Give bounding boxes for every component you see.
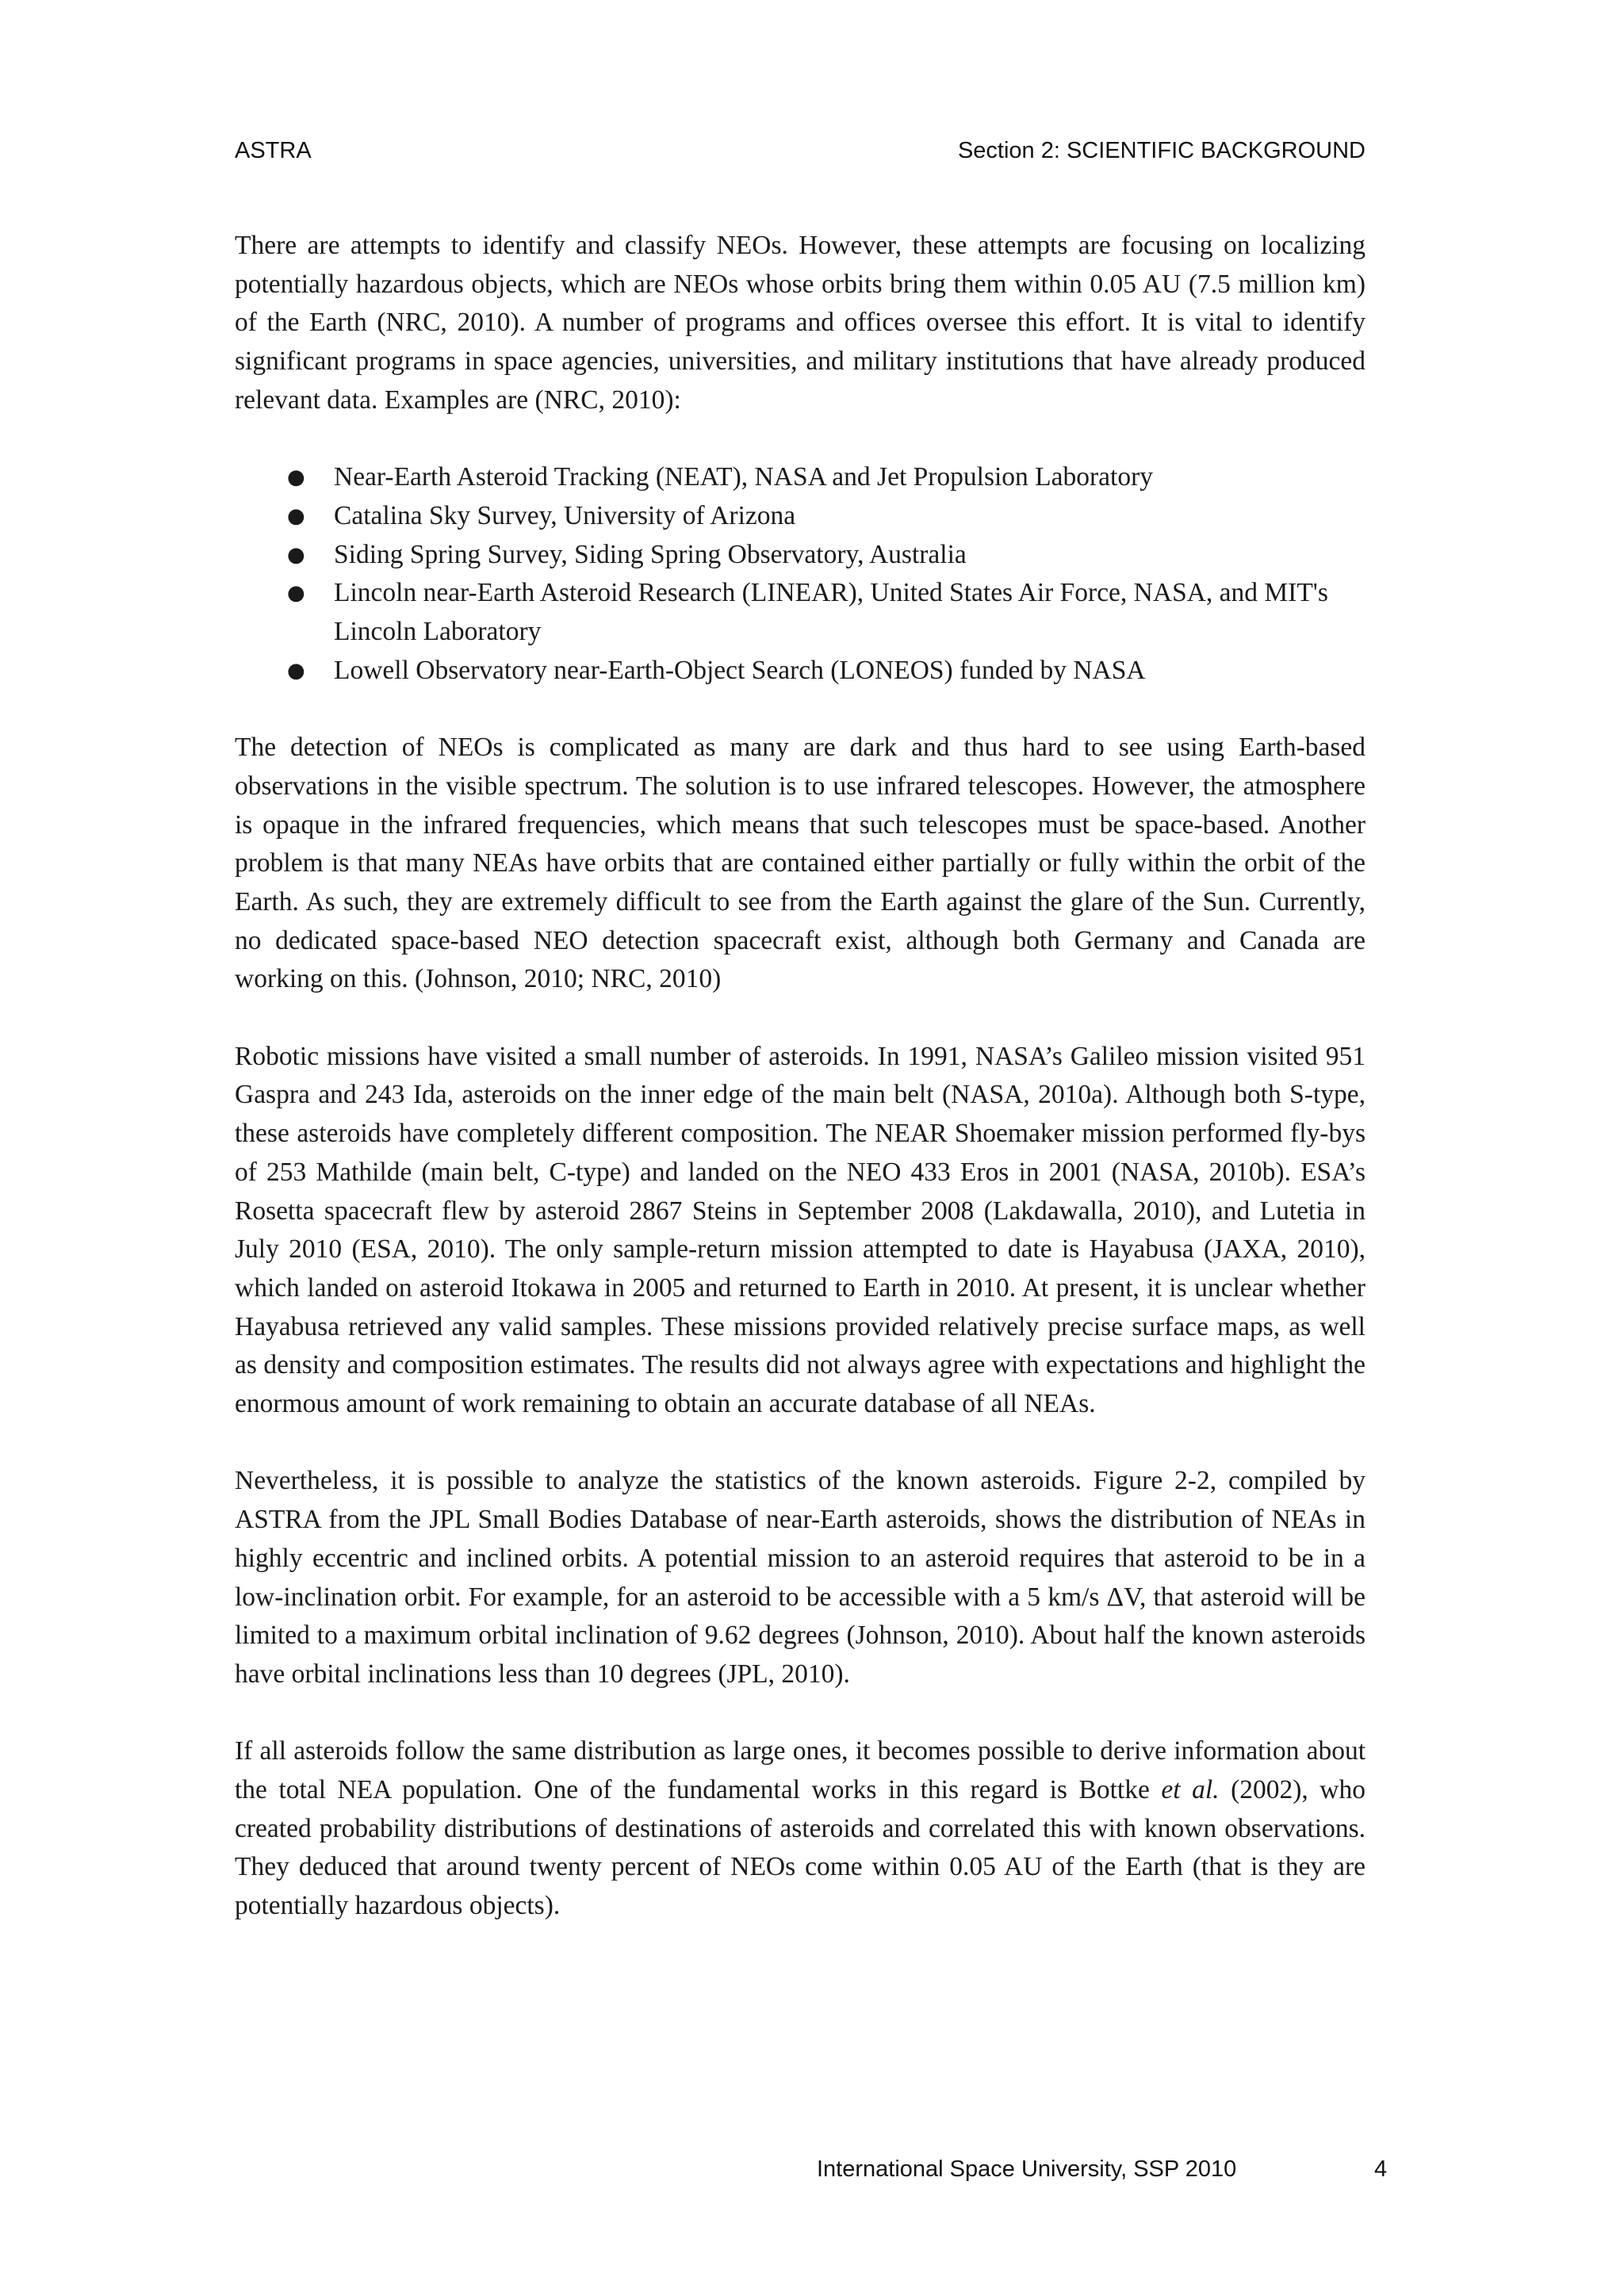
- bullet-icon: ●: [287, 465, 305, 490]
- bullet-icon: ●: [287, 658, 305, 683]
- list-item: [235, 536, 1365, 575]
- paragraph-nea-population: [235, 1732, 1365, 1926]
- header-doc-title: ASTRA: [235, 138, 312, 163]
- paragraph-neo-detection: The detection of NEOs is complicated as many are dark and thus hard to see using Earth-based observations in the visible spectrum. The solution is to use infrared telescopes. However, the atmosphere is opaque in the infrared frequencies, which means that such telescopes must be space-based. Another problem is that many NEAs have orbits that are contained either partially or fully within the orbit of the Earth. As such, they are extremely difficult to see from the Earth against the glare of the Sun. Currently, no dedicated space-based NEO detection spacecraft exist, although both Germany and Canada are working on this. (Johnson, 2010; NRC, 2010): [235, 733, 1365, 994]
- paragraph-neo-identification: There are attempts to identify and classify NEOs. However, these attempts are focusing on localizing potentially hazardous objects, which are NEOs whose orbits bring them within 0.05 AU (7.5 million km) of the Earth (NRC, 2010). A number of programs and offices oversee this effort. It is vital to identify significant programs in space agencies, universities, and military institutions that have already produced relevant data. Examples are (NRC, 2010):: [235, 231, 1365, 415]
- list-item-text: Near-Earth Asteroid Tracking (NEAT), NASA and Jet Propulsion Laboratory: [334, 462, 1154, 492]
- programs-list: [235, 458, 1365, 690]
- bullet-icon: ●: [287, 542, 305, 567]
- body-content: [235, 227, 1365, 1965]
- list-item: [235, 458, 1365, 497]
- paragraph-text-italic: et al.: [1161, 1775, 1220, 1805]
- header-section-title: Section 2: SCIENTIFIC BACKGROUND: [957, 138, 1365, 163]
- paragraph-asteroid-statistics: Nevertheless, it is possible to analyze the statistics of the known asteroids. Figure 2-2, compiled by ASTRA from the JPL Small Bodies Database of near-Earth asteroids, shows the distribution of NEAs in highly eccentric and inclined orbits. A potential mission to an asteroid requires that asteroid to be in a low-inclination orbit. For example, for an asteroid to be accessible with a 5 km/s ΔV, that asteroid will be limited to a maximum orbital inclination of 9.62 degrees (Johnson, 2010). About half the known asteroids have orbital inclinations less than 10 degrees (JPL, 2010).: [235, 1466, 1365, 1689]
- bullet-icon: ●: [287, 581, 305, 606]
- list-item-text: Lowell Observatory near-Earth-Object Search (LONEOS) funded by NASA: [334, 655, 1146, 685]
- bullet-icon: ●: [287, 503, 305, 528]
- list-item-text: Siding Spring Survey, Siding Spring Observatory, Australia: [334, 539, 967, 569]
- paragraph-robotic-missions: Robotic missions have visited a small number of asteroids. In 1991, NASA’s Galileo mission visited 951 Gaspra and 243 Ida, asteroids on the inner edge of the main belt (NASA, 2010a). Although both S-type, these asteroids have completely different composition. The NEAR Shoemaker mission performed fly-bys of 253 Mathilde (main belt, C-type) and landed on the NEO 433 Eros in 2001 (NASA, 2010b). ESA’s Rosetta spacecraft flew by asteroid 2867 Steins in September 2008 (Lakdawalla, 2010), and Lutetia in July 2010 (ESA, 2010). The only sample-return mission attempted to date is Hayabusa (JAXA, 2010), which landed on asteroid Itokawa in 2005 and returned to Earth in 2010. At present, it is unclear whether Hayabusa retrieved any valid samples. These missions provided relatively precise surface maps, as well as density and composition estimates. The results did not always agree with expectations and highlight the enormous amount of work remaining to obtain an accurate database of all NEAs.: [235, 1041, 1365, 1419]
- list-item: [235, 497, 1365, 536]
- list-item-text: Lincoln near-Earth Asteroid Research (LINEAR), United States Air Force, NASA, and MIT's Lincoln Laboratory: [334, 578, 1328, 647]
- list-item: [235, 652, 1365, 691]
- page-number: 4: [1374, 2156, 1388, 2182]
- list-item-text: Catalina Sky Survey, University of Arizona: [334, 500, 796, 530]
- footer-institution: International Space University, SSP 2010: [817, 2156, 1237, 2182]
- paragraph-text: (2002), who created probability distributions of destinations of asteroids and correlated this with known observations. They deduced that around twenty percent of NEOs come within 0.05 AU of the Earth (that is they are potentially hazardous objects).: [235, 1775, 1365, 1921]
- paragraph-text: If all asteroids follow the same distribution as large ones, it becomes possible to derive information about the total NEA population. One of the fundamental works in this regard is Bottke: [235, 1736, 1365, 1805]
- list-item: [235, 574, 1365, 651]
